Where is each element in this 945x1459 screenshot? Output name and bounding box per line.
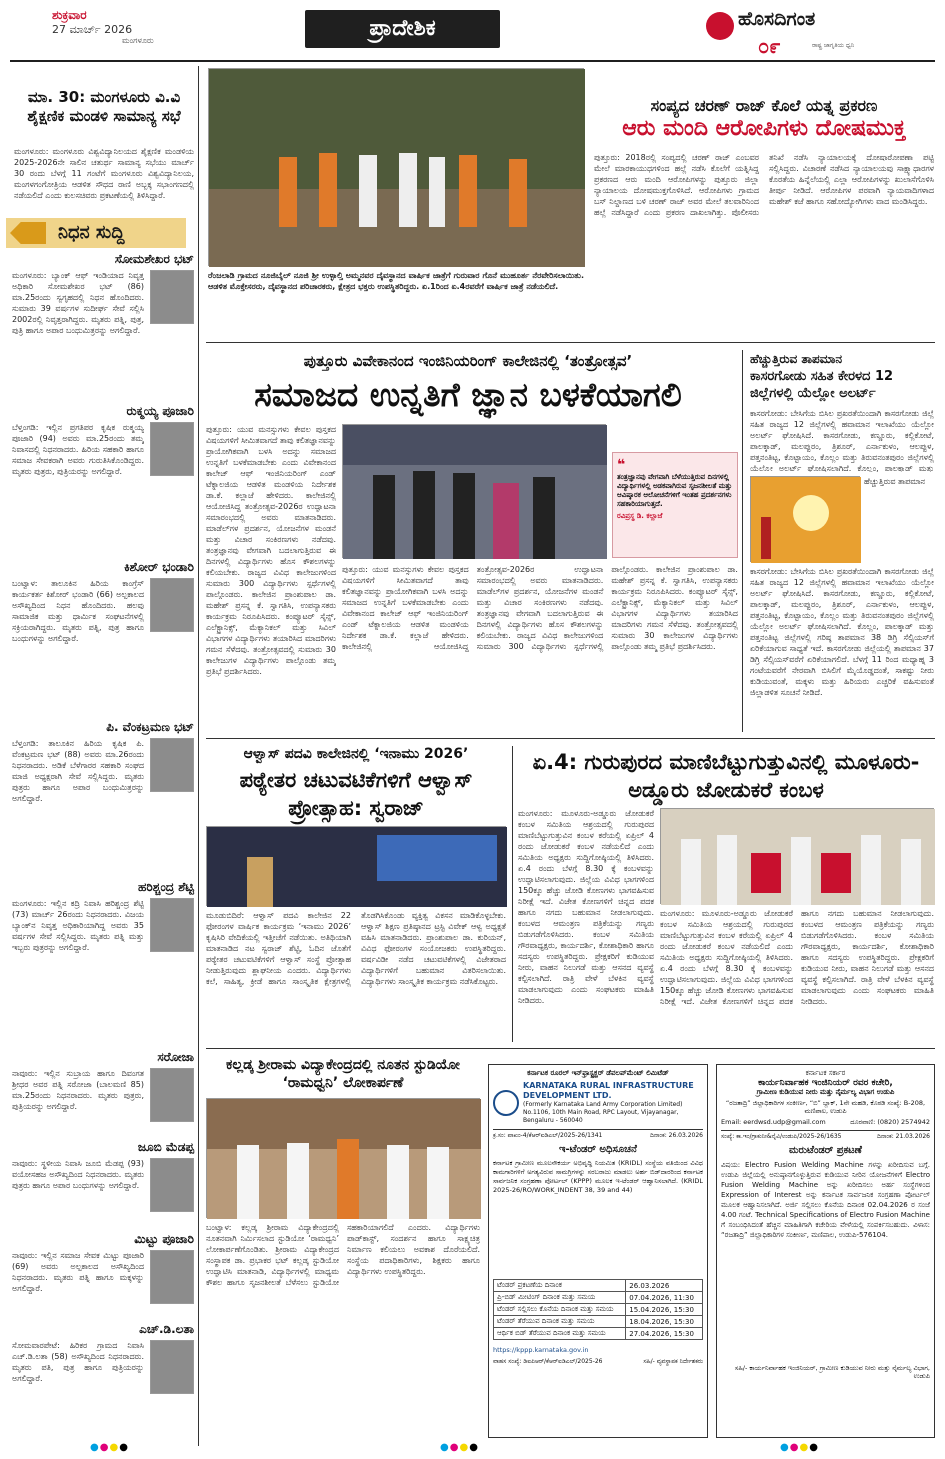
kambala-photo	[660, 808, 934, 904]
issue-day: ಶುಕ್ರವಾರ	[52, 8, 87, 22]
obituary-text: ನಾವೂರು: ಸ್ಥಳೀಯ ನಿವಾಸಿ ಜೂಬಿ ಮೆಡಪ್ಪ (93) ವಯೋಸಹಜ ಅಸೌಖ್ಯದಿಂದ ನಿಧನರಾದರು. ಮೃತರು ಪುತ್ರರು ಹಾಗೂ ಅಪಾರ ಬಂಧುಗಳನ್ನು ಅಗಲಿದ್ದಾರೆ.	[12, 1159, 144, 1190]
obituary-item	[12, 720, 194, 876]
alvas-kicker: ಆಳ್ವಾಸ್ ಪದವಿ ಕಾಲೇಜಿನಲ್ಲಿ ‘ಇನಾಮು 2026’	[243, 746, 469, 762]
issue-date	[52, 8, 132, 37]
eoi-email[interactable]: Email: eerdwsd.udp@gmail.com	[721, 1118, 826, 1126]
notice-title: ಮಾ. 30: ಮಂಗಳೂರು ವಿ.ವಿ ಶೈಕ್ಷಣಿಕ ಮಂಡಳಿ ಸಾಮಾನ್ಯ ಸಭೆ	[27, 88, 181, 125]
engg-quote-box	[612, 452, 738, 558]
obituary-portrait	[150, 1158, 194, 1212]
tender-notice-title: ಇ-ಟೆಂಡರ್ ಅಧಿಸೂಚನೆ	[559, 1144, 637, 1155]
obituary-name: ರುಕ್ಮಯ್ಯ ಪೂಜಾರಿ	[126, 404, 194, 418]
tender-row-value: 15.04.2026, 15:30	[626, 1304, 703, 1316]
engg-photo	[342, 424, 606, 558]
tender-row	[494, 1280, 703, 1292]
heat-divider	[742, 350, 743, 732]
obituary-name: ಸೋಮಶೇಖರ ಭಟ್	[114, 252, 194, 266]
obituary-name: ಸರೋಜಾ	[157, 1050, 194, 1064]
header-rule	[10, 60, 935, 62]
print-marks-center: ●●●●	[440, 1442, 479, 1453]
obituary-item	[12, 1322, 194, 1432]
kambala-body-col1: ಮಂಗಳೂರು: ಮೂಳೂರು-ಅಡ್ಡೂರು ಜೋಡುಕರೆ ಕಂಬಳ ಸಮಿತಿಯ ಆಶ್ರಯದಲ್ಲಿ ಗುರುಪುರದ ಮಾಣಿಬೆಟ್ಟುಗುತ್ತುವಿನ ಕಂಬಳ ಕರೆಯಲ್ಲಿ ಏಪ್ರಿಲ್ 4 ರಂದು ಜೋಡುಕರೆ ಕಂಬಳ ನಡೆಯಲಿದೆ ಎಂದು ಸಮಿತಿಯ ಅಧ್ಯಕ್ಷರು ಸುದ್ದಿಗೋಷ್ಠಿಯಲ್ಲಿ ತಿಳಿಸಿದರು. ಏ.4 ರಂದು ಬೆಳಗ್ಗೆ 8.30 ಕ್ಕೆ ಕಂಬಳವನ್ನು ಉದ್ಘಾಟಿಸಲಾಗುವುದು. ಜಿಲ್ಲೆಯ ವಿವಿಧ ಭಾಗಗಳಿಂದ 150ಕ್ಕೂ ಹೆಚ್ಚು ಜೋಡಿ ಕೋಣಗಳು ಭಾಗವಹಿಸುವ ನಿರೀಕ್ಷೆ ಇದೆ. ವಿಜೇತ ಕೋಣಗಳಿಗೆ ಚಿನ್ನದ ಪದಕ ಹಾಗೂ ನಗದು ಬಹುಮಾನ ನೀಡಲಾಗುವುದು. ಕಂಬಳದ ಆಮಂತ್ರಣ ಪತ್ರಿಕೆಯನ್ನು ಗಣ್ಯರು ಬಿಡುಗಡೆಗೊಳಿಸಿದರು. ಕಂಬಳ ಸಮಿತಿಯ ಗೌರವಾಧ್ಯಕ್ಷರು, ಕಾರ್ಯದರ್ಶಿ, ಕೋಶಾಧಿಕಾರಿ ಹಾಗೂ ಸದಸ್ಯರು ಉಪಸ್ಥಿತರಿದ್ದರು. ಪ್ರೇಕ್ಷಕರಿಗೆ ಕುಡಿಯುವ ನೀರು, ವಾಹನ ನಿಲುಗಡೆ ಮತ್ತು ಆಸನದ ವ್ಯವಸ್ಥೆ ಕಲ್ಪಿಸಲಾಗಿದೆ. ರಾತ್ರಿ ವೇಳೆ ಬೆಳಕಿನ ವ್ಯವಸ್ಥೆ ಮಾಡಲಾಗುವುದು ಎಂದು ಸಂಘಟಕರು ಮಾಹಿತಿ ನೀಡಿದರು.	[518, 809, 654, 1005]
tender-company-en: KARNATAKA RURAL INFRASTRUCTURE DEVELOPMENT LTD.	[523, 1081, 694, 1100]
tender-row-label: ಟೆಂಡರ್ ಪ್ರಕಟಣೆಯ ದಿನಾಂಕ	[494, 1280, 626, 1292]
eoi-phone: ದೂರವಾಣಿ: (0820) 2574942	[850, 1118, 930, 1126]
obituary-name: ಮಿಟ್ಟು ಪೂಜಾರಿ	[134, 1232, 194, 1246]
eoi-office: ಕಾರ್ಯನಿರ್ವಾಹಕ ಇಂಜಿನಿಯರ್ ರವರ ಕಚೇರಿ,	[758, 1078, 893, 1088]
obituary-text: ಬಂಟ್ವಾಳ: ತಾಲೂಕಿನ ಹಿರಿಯ ಕಾಂಗ್ರೆಸ್ ಕಾರ್ಯಕರ್ತ ಕಿಶೋರ್ ಭಂಡಾರಿ (66) ಅಲ್ಪಕಾಲದ ಅಸೌಖ್ಯದಿಂದ ನಿಧನ ಹೊಂದಿದರು. ಹಲವು ಸಾಮಾಜಿಕ ಮತ್ತು ಧಾರ್ಮಿಕ ಸಂಘಟನೆಗಳಲ್ಲಿ ಸಕ್ರಿಯರಾಗಿದ್ದರು. ಮೃತರು ಪತ್ನಿ, ಪುತ್ರ ಹಾಗೂ ಬಂಧುಗಳನ್ನು ಅಗಲಿದ್ದಾರೆ.	[12, 579, 144, 643]
tender-notice-body: ಕರ್ನಾಟಕ ಗ್ರಾಮೀಣ ಮೂಲಸೌಕರ್ಯ ಅಭಿವೃದ್ಧಿ ನಿಯಮಿತ (KRIDL) ಸಂಸ್ಥೆಯ ವತಿಯಿಂದ ವಿವಿಧ ಕಾಮಗಾರಿಗಳಿಗೆ ಅಗತ್ಯವಿರುವ ಸಾಮಗ್ರಿಗಳನ್ನು ಸರಬರಾಜು ಮಾಡಲು ಅರ್ಹ ಬಿಡ್‌ದಾರರಿಂದ ಕರ್ನಾಟಕ ಸಾರ್ವಜನಿಕ ಸಂಗ್ರಹಣಾ ಪೋರ್ಟಲ್ (KPPP) ಮೂಲಕ ಇ-ಟೆಂಡರ್ ಆಹ್ವಾನಿಸಲಾಗಿದೆ. (KRIDL 2025-26/RO/WORK_INDENT 38, 39 and 44)	[493, 1159, 703, 1194]
tender-company-kn: ಕರ್ನಾಟಕ ರೂರಲ್ ಇನ್‌ಫ್ರಾಸ್ಟ್ರಕ್ಚರ್ ಡೆವಲಪ್‌ಮೆಂಟ್ ಲಿಮಿಟೆಡ್	[527, 1069, 669, 1077]
eoi-address: “ರಜತಾದ್ರಿ” ಜಿಲ್ಲಾಧಿಕಾರಿಗಳ ಸಂಕೀರ್ಣ, “ಬಿ” ಬ್ಲಾಕ್, 1ನೇ ಮಹಡಿ, ಕೊಠಡಿ ಸಂಖ್ಯೆ: B-208, ಮಣಿಪಾಲ, ಉಡುಪಿ	[725, 1099, 926, 1115]
tender-row-value: 27.04.2026, 15:30	[626, 1328, 703, 1340]
issue-date-text: 27 ಮಾರ್ಚ್ 2026	[52, 23, 133, 36]
alvas-headline: ಪಠ್ಯೇತರ ಚಟುವಟಿಕೆಗಳಿಗೆ ಆಳ್ವಾಸ್ ಪ್ರೋತ್ಸಾಹ: ಸ್ವರಾಜ್	[239, 768, 473, 820]
obituary-item	[12, 1140, 194, 1228]
kambala-divider	[512, 746, 513, 1042]
heat-photo	[750, 476, 860, 562]
kambala-body-rest: ಮಂಗಳೂರು: ಮೂಳೂರು-ಅಡ್ಡೂರು ಜೋಡುಕರೆ ಕಂಬಳ ಸಮಿತಿಯ ಆಶ್ರಯದಲ್ಲಿ ಗುರುಪುರದ ಮಾಣಿಬೆಟ್ಟುಗುತ್ತುವಿನ ಕಂಬಳ ಕರೆಯಲ್ಲಿ ಏಪ್ರಿಲ್ 4 ರಂದು ಜೋಡುಕರೆ ಕಂಬಳ ನಡೆಯಲಿದೆ ಎಂದು ಸಮಿತಿಯ ಅಧ್ಯಕ್ಷರು ಸುದ್ದಿಗೋಷ್ಠಿಯಲ್ಲಿ ತಿಳಿಸಿದರು. ಏ.4 ರಂದು ಬೆಳಗ್ಗೆ 8.30 ಕ್ಕೆ ಕಂಬಳವನ್ನು ಉದ್ಘಾಟಿಸಲಾಗುವುದು. ಜಿಲ್ಲೆಯ ವಿವಿಧ ಭಾಗಗಳಿಂದ 150ಕ್ಕೂ ಹೆಚ್ಚು ಜೋಡಿ ಕೋಣಗಳು ಭಾಗವಹಿಸುವ ನಿರೀಕ್ಷೆ ಇದೆ. ವಿಜೇತ ಕೋಣಗಳಿಗೆ ಚಿನ್ನದ ಪದಕ ಹಾಗೂ ನಗದು ಬಹುಮಾನ ನೀಡಲಾಗುವುದು. ಕಂಬಳದ ಆಮಂತ್ರಣ ಪತ್ರಿಕೆಯನ್ನು ಗಣ್ಯರು ಬಿಡುಗಡೆಗೊಳಿಸಿದರು. ಕಂಬಳ ಸಮಿತಿಯ ಗೌರವಾಧ್ಯಕ್ಷರು, ಕಾರ್ಯದರ್ಶಿ, ಕೋಶಾಧಿಕಾರಿ ಹಾಗೂ ಸದಸ್ಯರು ಉಪಸ್ಥಿತರಿದ್ದರು. ಪ್ರೇಕ್ಷಕರಿಗೆ ಕುಡಿಯುವ ನೀರು, ವಾಹನ ನಿಲುಗಡೆ ಮತ್ತು ಆಸನದ ವ್ಯವಸ್ಥೆ ಕಲ್ಪಿಸಲಾಗಿದೆ. ರಾತ್ರಿ ವೇಳೆ ಬೆಳಕಿನ ವ್ಯವಸ್ಥೆ ಮಾಡಲಾಗುವುದು ಎಂದು ಸಂಘಟಕರು ಮಾಹಿತಿ ನೀಡಿದರು.	[660, 909, 934, 1006]
tender-row-label: ಟೆಂಡರ್ ತೆರೆಯುವ ದಿನಾಂಕ ಮತ್ತು ಸಮಯ	[494, 1316, 626, 1328]
section-title: ಪ್ರಾದೇಶಿಕ	[305, 10, 500, 48]
edition-city: ಮಂಗಳೂರು	[122, 36, 154, 45]
obituary-item	[12, 1050, 194, 1136]
obituary-name: ಕಿಶೋರ್ ಭಂಡಾರಿ	[124, 560, 194, 574]
column-divider	[198, 66, 199, 1446]
obituary-portrait	[150, 738, 194, 792]
obituary-text: ಬೆಳ್ತಂಗಡಿ: ತಾಲೂಕಿನ ಹಿರಿಯ ಕೃಷಿಕ ಪಿ. ವೆಂಕಟ್ರಮಣ ಭಟ್ (88) ಅವರು ಮಾ.26ರಂದು ನಿಧನರಾದರು. ಅಡಿಕೆ ಬೆಳೆಗಾರರ ಸಹಕಾರಿ ಸಂಘದ ಮಾಜಿ ಅಧ್ಯಕ್ಷರಾಗಿ ಸೇವೆ ಸಲ್ಲಿಸಿದ್ದರು. ಮೃತರು ಪುತ್ರರು ಹಾಗೂ ಅಪಾರ ಬಂಧುಮಿತ್ರರನ್ನು ಅಗಲಿದ್ದಾರೆ.	[12, 739, 144, 803]
tender-schedule-table	[493, 1279, 703, 1340]
heat-body-rest: ಕಾಸರಗೋಡು: ಬೇಸಿಗೆಯ ಬಿಸಿಲ ಪ್ರಖರತೆಯಿಂದಾಗಿ ಕಾಸರಗೋಡು ಜಿಲ್ಲೆ ಸಹಿತ ರಾಜ್ಯದ 12 ಜಿಲ್ಲೆಗಳಲ್ಲಿ ಹವಾಮಾನ ಇಲಾಖೆಯು ಯೆಲ್ಲೋ ಅಲರ್ಟ್ ಘೋಷಿಸಿದೆ. ಕಾಸರಗೋಡು, ಕಣ್ಣೂರು, ಕಲ್ಲಿಕೋಟೆ, ಪಾಲಕ್ಕಾಡ್, ಮಲಪ್ಪುರಂ, ತ್ರಿಶೂರ್, ಎರ್ನಾಕುಳಂ, ಆಲಪ್ಪುಳ, ಪತ್ತನಂತಿಟ್ಟ, ಕೊಟ್ಟಾಯಂ, ಕೊಲ್ಲಂ ಮತ್ತು ತಿರುವನಂತಪುರಂ ಜಿಲ್ಲೆಗಳಲ್ಲಿ ಯೆಲ್ಲೋ ಅಲರ್ಟ್ ಘೋಷಿಸಲಾಗಿದೆ. ಕೊಲ್ಲಂ, ಪಾಲಕ್ಕಾಡ್ ಮತ್ತು ಪತ್ತನಂತಿಟ್ಟ ಜಿಲ್ಲೆಗಳಲ್ಲಿ ಗರಿಷ್ಠ ತಾಪಮಾನ 38 ಡಿಗ್ರಿ ಸೆಲ್ಸಿಯಸ್‌ಗೆ ಏರಿಕೆಯಾಗುವ ಸಾಧ್ಯತೆ ಇದೆ. ಕಾಸರಗೋಡು ಜಿಲ್ಲೆಯಲ್ಲಿ ತಾಪಮಾನ 37 ಡಿಗ್ರಿ ಸೆಲ್ಸಿಯಸ್‌ವರೆಗೆ ಏರಿಕೆಯಾಗಲಿದೆ. ಬೆಳಗ್ಗೆ 11 ರಿಂದ ಮಧ್ಯಾಹ್ನ 3 ಗಂಟೆಯವರೆಗೆ ನೇರವಾಗಿ ಬಿಸಿಲಿಗೆ ಮೈಯೊಡ್ಡದಂತೆ, ಸಾಕಷ್ಟು ನೀರು ಕುಡಿಯುವಂತೆ, ಮಕ್ಕಳು ಮತ್ತು ಹಿರಿಯರು ಎಚ್ಚರಿಕೆ ವಹಿಸುವಂತೆ ಜಿಲ್ಲಾಡಳಿತ ಸೂಚನೆ ನೀಡಿದೆ.	[750, 567, 934, 697]
jatra-photo	[208, 68, 584, 266]
obituary-text: ನಾವೂರು: ಇಲ್ಲಿನ ಸಮಾಜ ಸೇವಕ ಮಿಟ್ಟು ಪೂಜಾರಿ (69) ಅವರು ಅಲ್ಪಕಾಲದ ಅಸೌಖ್ಯದಿಂದ ನಿಧನರಾದರು. ಮೃತರು ಪತ್ನಿ ಹಾಗೂ ಮಕ್ಕಳನ್ನು ಅಗಲಿದ್ದಾರೆ.	[12, 1251, 144, 1293]
eoi-ad	[716, 1064, 935, 1438]
jatra-caption: ರೆಂಜಲಾಡಿ ಗ್ರಾಮದ ನೂಜಿಬೈಲ್ ನೂಜಿ ಶ್ರೀ ಉಳ್ಳಾಲ್ತಿ ಅಮ್ಮನವರ ದೈವಸ್ಥಾನದ ವಾರ್ಷಿಕ ಜಾತ್ರೆಗೆ ಗುರುವಾರ ಗೊನೆ ಮುಹೂರ್ತ ನೆರವೇರಿಸಲಾಯಿತು. ಆಡಳಿತ ಮೊಕ್ತೇಸರರು, ದೈವಸ್ಥಾನದ ಪರಿಚಾರಕರು, ಕ್ಷೇತ್ರದ ಭಕ್ತರು ಉಪಸ್ಥಿತರಿದ್ದರು. ಏ.1ರಿಂದ ಏ.4ರವರೆಗೆ ವಾರ್ಷಿಕ ಜಾತ್ರೆ ನಡೆಯಲಿದೆ.	[208, 271, 584, 291]
obituary-item	[12, 880, 194, 1046]
obituary-text: ಮಂಗಳೂರು: ಇಲ್ಲಿನ ಕದ್ರಿ ನಿವಾಸಿ ಹರಿಶ್ಚಂದ್ರ ಶೆಟ್ಟಿ (73) ಮಾರ್ಚ್ 26ರಂದು ನಿಧನರಾದರು. ವಿಜಯ ಬ್ಯಾಂಕ್‌ನ ನಿವೃತ್ತ ಅಧಿಕಾರಿಯಾಗಿದ್ದ ಅವರು 35 ವರ್ಷಗಳ ಸೇವೆ ಸಲ್ಲಿಸಿದ್ದರು. ಮೃತರು ಪತ್ನಿ ಮತ್ತು ಇಬ್ಬರು ಪುತ್ರರನ್ನು ಅಗಲಿದ್ದಾರೆ.	[12, 899, 144, 952]
obituary-name: ಜೂಬಿ ಮೆಡಪ್ಪ	[137, 1140, 194, 1154]
obituary-portrait	[150, 1340, 194, 1394]
obituary-portrait	[150, 270, 194, 324]
obituary-portrait	[150, 1250, 194, 1304]
tender-row-value: 18.04.2026, 15:30	[626, 1316, 703, 1328]
obituary-text: ಬೆಳ್ತಂಗಡಿ: ಇಲ್ಲಿನ ಪ್ರಗತಿಪರ ಕೃಷಿಕ ರುಕ್ಮಯ್ಯ ಪೂಜಾರಿ (94) ಅವರು ಮಾ.25ರಂದು ತಮ್ಮ ನಿವಾಸದಲ್ಲಿ ನಿಧನರಾದರು. ಹಿರಿಯ ಸಹಕಾರಿ ಹಾಗೂ ಸಮಾಜ ಸೇವಕರಾಗಿ ಅವರು ಗುರುತಿಸಿಕೊಂಡಿದ್ದರು. ಮೃತರು ಪುತ್ರರು, ಪುತ್ರಿಯರನ್ನು ಅಗಲಿದ್ದಾರೆ.	[12, 423, 144, 476]
quote-mark-icon: ❝	[617, 457, 626, 473]
studio-photo-image	[207, 1099, 481, 1219]
obituary-name: ಹರಿಶ್ಚಂದ್ರ ಶೆಟ್ಟಿ	[138, 880, 194, 894]
engg-quote-author: ರವಿಪ್ರಸ್ಥ ಡಿ. ಕಲ್ಲಾಜೆ	[617, 512, 663, 520]
case-kicker: ಸಂಪ್ಯದ ಚರಣ್ ರಾಜ್ ಕೊಲೆ ಯತ್ನ ಪ್ರಕರಣ	[650, 96, 878, 115]
tender-row-value: 07.04.2026, 11:30	[626, 1292, 703, 1304]
tender-footer-right: ಸಹಿ/- ವ್ಯವಸ್ಥಾಪಕ ನಿರ್ದೇಶಕರು	[643, 1358, 703, 1365]
eoi-ref-date: ದಿನಾಂಕ: 21.03.2026	[877, 1133, 930, 1140]
eoi-ref-no: ಸಂಖ್ಯೆ: ಕಾ.ಇಂ/ಗ್ರಾಕುನೀ&ನೈವಿ/ಉಡುಪಿ/2025-26/1635	[721, 1133, 842, 1140]
section-rule-2	[206, 738, 935, 739]
tender-row	[494, 1292, 703, 1304]
obituary-text: ಮಂಗಳೂರು: ಬ್ಯಾಂಕ್ ಆಫ್ ಇಂಡಿಯಾದ ನಿವೃತ್ತ ಅಧಿಕಾರಿ ಸೋಮಶೇಖರ ಭಟ್ (86) ಮಾ.25ರಂದು ಸ್ವಗೃಹದಲ್ಲಿ ನಿಧನ ಹೊಂದಿದರು. ಸುಮಾರು 39 ವರ್ಷಗಳ ಸುದೀರ್ಘ ಸೇವೆ ಸಲ್ಲಿಸಿ 2002ರಲ್ಲಿ ನಿವೃತ್ತರಾಗಿದ್ದರು. ಮೃತರು ಪತ್ನಿ, ಪುತ್ರ, ಪುತ್ರಿ ಹಾಗೂ ಅಪಾರ ಬಂಧುಮಿತ್ರರನ್ನು ಅಗಲಿದ್ದಾರೆ.	[12, 271, 144, 335]
alvas-photo-image	[207, 827, 507, 907]
eoi-body: ವಿಷಯ: Electro Fusion Welding Machine ಗಳನ್ನು ಖರೀದಿಸುವ ಬಗ್ಗೆ. ಉಡುಪಿ ಜಿಲ್ಲೆಯಲ್ಲಿ ಅನುಷ್ಠಾನಗೊಳ್ಳುತ್ತಿರುವ ಕುಡಿಯುವ ನೀರಿನ ಯೋಜನೆಗಳಿಗೆ Electro Fusion Welding Machine ಅನ್ನು ಖರೀದಿಸಲು ಅರ್ಹ ಸಂಸ್ಥೆಗಳಿಂದ Expression of Interest ಅನ್ನು ಕರ್ನಾಟಕ ಸಾರ್ವಜನಿಕ ಸಂಗ್ರಹಣಾ ಪೋರ್ಟಲ್ ಮೂಲಕ ಆಹ್ವಾನಿಸಲಾಗಿದೆ. ಅರ್ಜಿ ಸಲ್ಲಿಸಲು ಕೊನೆಯ ದಿನಾಂಕ 02.04.2026 ರ ಸಂಜೆ 4.00 ಗಂಟೆ. Technical Specifications of Electro Fusion Machine ಗೆ ಸಂಬಂಧಿಸಿದಂತೆ ಹೆಚ್ಚಿನ ಮಾಹಿತಿಗಾಗಿ ಕಚೇರಿಯ ವೇಳೆಯಲ್ಲಿ ಸಂಪರ್ಕಿಸಬಹುದು. ವಿಳಾಸ: “ರಜತಾದ್ರಿ” ಜಿಲ್ಲಾಧಿಕಾರಿಗಳ ಸಂಕೀರ್ಣ, ಮಣಿಪಾಲ, ಉಡುಪಿ-576104.	[721, 1161, 930, 1239]
heat-kicker: ಹೆಚ್ಚುತ್ತಿರುವ ತಾಪಮಾನ	[750, 352, 843, 366]
studio-body: ಬಂಟ್ವಾಳ: ಕಲ್ಲಡ್ಕ ಶ್ರೀರಾಮ ವಿದ್ಯಾಕೇಂದ್ರದಲ್ಲಿ ನೂತನವಾಗಿ ನಿರ್ಮಿಸಲಾದ ಸ್ಟುಡಿಯೋ ‘ರಾಮಧ್ವನಿ’ ಲೋಕಾರ್ಪಣೆಗೊಂಡಿತು. ಶ್ರೀರಾಮ ವಿದ್ಯಾಕೇಂದ್ರದ ಸಂಸ್ಥಾಪಕ ಡಾ. ಪ್ರಭಾಕರ ಭಟ್ ಕಲ್ಲಡ್ಕ ಸ್ಟುಡಿಯೋ ಉದ್ಘಾಟಿಸಿ ಮಾತನಾಡಿ, ವಿದ್ಯಾರ್ಥಿಗಳಲ್ಲಿ ಮಾಧ್ಯಮ ಕೌಶಲ ಹಾಗೂ ಸೃಜನಶೀಲತೆ ಬೆಳೆಸಲು ಸ್ಟುಡಿಯೋ ಸಹಕಾರಿಯಾಗಲಿದೆ ಎಂದರು. ವಿದ್ಯಾರ್ಥಿಗಳು ಪಾಡ್‌ಕಾಸ್ಟ್, ಸಂದರ್ಶನ ಹಾಗೂ ಸಾಕ್ಷ್ಯಚಿತ್ರ ನಿರ್ಮಾಣ ಕಲಿಯಲು ಅವಕಾಶ ದೊರೆಯಲಿದೆ. ಸಂಸ್ಥೆಯ ಪದಾಧಿಕಾರಿಗಳು, ಶಿಕ್ಷಕರು ಹಾಗೂ ವಿದ್ಯಾರ್ಥಿಗಳು ಉಪಸ್ಥಿತರಿದ್ದರು.	[206, 1223, 480, 1287]
eoi-title: ಮರುಟೆಂಡರ್ ಪ್ರಕಟಣೆ	[789, 1145, 862, 1156]
obituary-name: ಪಿ. ವೆಂಕಟ್ರಮಣ ಭಟ್	[106, 720, 194, 734]
tender-website[interactable]: https://kppp.karnataka.gov.in	[493, 1346, 589, 1354]
tender-row-value: 26.03.2026	[626, 1280, 703, 1292]
tender-row-label: ಟೆಂಡರ್ ಸಲ್ಲಿಸಲು ಕೊನೆಯ ದಿನಾಂಕ ಮತ್ತು ಸಮಯ	[494, 1304, 626, 1316]
engg-photo-image	[343, 425, 607, 559]
studio-headline: ಕಲ್ಲಡ್ಕ ಶ್ರೀರಾಮ ವಿದ್ಯಾಕೇಂದ್ರದಲ್ಲಿ ನೂತನ ಸ್ಟುಡಿಯೋ ‘ರಾಮಧ್ವನಿ’ ಲೋಕಾರ್ಪಣೆ	[226, 1057, 460, 1091]
engg-body-rest: ಪುತ್ತೂರು: ಯುವ ಮನಸ್ಸುಗಳು ಕೇವಲ ಪುಸ್ತಕದ ವಿಷಯಗಳಿಗೆ ಸೀಮಿತವಾಗದೆ ತಾವು ಕಲಿತಜ್ಞಾನವನ್ನು ಪ್ರಾಯೋಗಿಕವಾಗಿ ಬಳಸಿ ಅದನ್ನು ಸಮಾಜದ ಉನ್ನತಿಗೆ ಬಳಕೆಮಾಡಬೇಕು ಎಂದು ವಿವೇಕಾನಂದ ಕಾಲೇಜ್ ಆಫ್ ಇಂಜಿನಿಯರಿಂಗ್ ಎಂಡ್ ಟೆಕ್ನಾಲಜಿಯ ಆಡಳಿತ ಮಂಡಳಿಯ ನಿರ್ದೇಶಕ ಡಾ.ಕೆ. ಕಲ್ಲಾಜೆ ಹೇಳಿದರು. ಕಾಲೇಜಿನಲ್ಲಿ ಆಯೋಜಿಸಿದ್ದ ತಂತ್ರೋತ್ಸವ-2026ರ ಉದ್ಘಾಟನಾ ಸಮಾರಂಭದಲ್ಲಿ ಅವರು ಮಾತನಾಡಿದರು. ಮಾಡೆಲ್‌ಗಳ ಪ್ರದರ್ಶನ, ಯೋಜನೆಗಳ ಮಂಡನೆ ಮತ್ತು ವಿಚಾರ ಸಂಕಿರಣಗಳು ನಡೆದವು. ತಂತ್ರಜ್ಞಾನವು ವೇಗವಾಗಿ ಬದಲಾಗುತ್ತಿರುವ ಈ ದಿನಗಳಲ್ಲಿ ವಿದ್ಯಾರ್ಥಿಗಳು ಹೊಸ ಕೌಶಲಗಳನ್ನು ಕಲಿಯಬೇಕು. ರಾಜ್ಯದ ವಿವಿಧ ಕಾಲೇಜುಗಳಿಂದ ಸುಮಾರು 300 ವಿದ್ಯಾರ್ಥಿಗಳು ಸ್ಪರ್ಧೆಗಳಲ್ಲಿ ಪಾಲ್ಗೊಂಡರು. ಕಾಲೇಜಿನ ಪ್ರಾಂಶುಪಾಲ ಡಾ. ಮಹೇಶ್ ಪ್ರಸನ್ನ ಕೆ. ಸ್ವಾಗತಿಸಿ, ಉಪನ್ಯಾಸಕರು ಕಾರ್ಯಕ್ರಮ ನಿರೂಪಿಸಿದರು. ಕಂಪ್ಯೂಟರ್ ಸೈನ್ಸ್, ಎಲೆಕ್ಟ್ರಾನಿಕ್ಸ್, ಮೆಕ್ಯಾನಿಕಲ್ ಮತ್ತು ಸಿವಿಲ್ ವಿಭಾಗಗಳ ವಿದ್ಯಾರ್ಥಿಗಳು ತಯಾರಿಸಿದ ಮಾದರಿಗಳು ಗಮನ ಸೆಳೆದವು. ತಂತ್ರೋತ್ಸವದಲ್ಲಿ ಸುಮಾರು 30 ಕಾಲೇಜುಗಳ ವಿದ್ಯಾರ್ಥಿಗಳು ಪಾಲ್ಗೊಂಡು ತಮ್ಮ ಪ್ರತಿಭೆ ಪ್ರದರ್ಶಿಸಿದರು.	[342, 565, 738, 651]
tender-reference: ಕ್ರ.ಸಂ: ಪಾಖಂ-4/ಕೆಆರ್‌ಐಡಿಎಲ್/2025-26/1341	[493, 1132, 603, 1139]
kambala-photo-image	[661, 809, 935, 905]
tender-row-label: ಪ್ರಿ-ಬಿಡ್ ಮೀಟಿಂಗ್ ದಿನಾಂಕ ಮತ್ತು ಸಮಯ	[494, 1292, 626, 1304]
section-rule-3	[206, 1048, 935, 1049]
jatra-photo-image	[209, 69, 585, 267]
alvas-body: ಮೂಡುಬಿದಿರೆ: ಆಳ್ವಾಸ್ ಪದವಿ ಕಾಲೇಜಿನ 22 ಫೋರಂಗಳ ವಾರ್ಷಿಕ ಕಾರ್ಯಕ್ರಮ ‘ಇನಾಮು 2026’ ಕೃಷಿಸಿರಿ ವೇದಿಕೆಯಲ್ಲಿ ಇತ್ತೀಚೆಗೆ ನಡೆಯಿತು. ಅತಿಥಿಯಾಗಿ ಮಾತನಾಡಿದ ನಟ ಸ್ವರಾಜ್ ಶೆಟ್ಟಿ, ಓದಿನ ಜೊತೆಗೆ ಪಠ್ಯೇತರ ಚಟುವಟಿಕೆಗಳಿಗೆ ಆಳ್ವಾಸ್ ಸಂಸ್ಥೆ ಪ್ರೋತ್ಸಾಹ ನೀಡುತ್ತಿರುವುದು ಶ್ಲಾಘನೀಯ ಎಂದರು. ವಿದ್ಯಾರ್ಥಿಗಳು ಕಲೆ, ಸಾಹಿತ್ಯ, ಕ್ರೀಡೆ ಹಾಗೂ ಸಾಂಸ್ಕೃತಿಕ ಕ್ಷೇತ್ರಗಳಲ್ಲಿ ತೊಡಗಿಸಿಕೊಂಡು ವ್ಯಕ್ತಿತ್ವ ವಿಕಸನ ಮಾಡಿಕೊಳ್ಳಬೇಕು. ಆಳ್ವಾಸ್ ಶಿಕ್ಷಣ ಪ್ರತಿಷ್ಠಾನದ ಟ್ರಸ್ಟಿ ವಿವೇಕ್ ಆಳ್ವ ಅಧ್ಯಕ್ಷತೆ ವಹಿಸಿ ಮಾತನಾಡಿದರು. ಪ್ರಾಂಶುಪಾಲ ಡಾ. ಕುರಿಯನ್, ವಿವಿಧ ಫೋರಂಗಳ ಸಂಯೋಜಕರು ಉಪಸ್ಥಿತರಿದ್ದರು. ವರ್ಷವಿಡೀ ನಡೆದ ಚಟುವಟಿಕೆಗಳಲ್ಲಿ ವಿಜೇತರಾದ ವಿದ್ಯಾರ್ಥಿಗಳಿಗೆ ಬಹುಮಾನ ವಿತರಿಸಲಾಯಿತು. ವಿದ್ಯಾರ್ಥಿಗಳು ಸಾಂಸ್ಕೃತಿಕ ಕಾರ್ಯಕ್ರಮ ನಡೆಸಿಕೊಟ್ಟರು.	[206, 911, 506, 986]
engg-body-col1: ಪುತ್ತೂರು: ಯುವ ಮನಸ್ಸುಗಳು ಕೇವಲ ಪುಸ್ತಕದ ವಿಷಯಗಳಿಗೆ ಸೀಮಿತವಾಗದೆ ತಾವು ಕಲಿತಜ್ಞಾನವನ್ನು ಪ್ರಾಯೋಗಿಕವಾಗಿ ಬಳಸಿ ಅದನ್ನು ಸಮಾಜದ ಉನ್ನತಿಗೆ ಬಳಕೆಮಾಡಬೇಕು ಎಂದು ವಿವೇಕಾನಂದ ಕಾಲೇಜ್ ಆಫ್ ಇಂಜಿನಿಯರಿಂಗ್ ಎಂಡ್ ಟೆಕ್ನಾಲಜಿಯ ಆಡಳಿತ ಮಂಡಳಿಯ ನಿರ್ದೇಶಕ ಡಾ.ಕೆ. ಕಲ್ಲಾಜೆ ಹೇಳಿದರು. ಕಾಲೇಜಿನಲ್ಲಿ ಆಯೋಜಿಸಿದ್ದ ತಂತ್ರೋತ್ಸವ-2026ರ ಉದ್ಘಾಟನಾ ಸಮಾರಂಭದಲ್ಲಿ ಅವರು ಮಾತನಾಡಿದರು. ಮಾಡೆಲ್‌ಗಳ ಪ್ರದರ್ಶನ, ಯೋಜನೆಗಳ ಮಂಡನೆ ಮತ್ತು ವಿಚಾರ ಸಂಕಿರಣಗಳು ನಡೆದವು. ತಂತ್ರಜ್ಞಾನವು ವೇಗವಾಗಿ ಬದಲಾಗುತ್ತಿರುವ ಈ ದಿನಗಳಲ್ಲಿ ವಿದ್ಯಾರ್ಥಿಗಳು ಹೊಸ ಕೌಶಲಗಳನ್ನು ಕಲಿಯಬೇಕು. ರಾಜ್ಯದ ವಿವಿಧ ಕಾಲೇಜುಗಳಿಂದ ಸುಮಾರು 300 ವಿದ್ಯಾರ್ಥಿಗಳು ಸ್ಪರ್ಧೆಗಳಲ್ಲಿ ಪಾಲ್ಗೊಂಡರು. ಕಾಲೇಜಿನ ಪ್ರಾಂಶುಪಾಲ ಡಾ. ಮಹೇಶ್ ಪ್ರಸನ್ನ ಕೆ. ಸ್ವಾಗತಿಸಿ, ಉಪನ್ಯಾಸಕರು ಕಾರ್ಯಕ್ರಮ ನಿರೂಪಿಸಿದರು. ಕಂಪ್ಯೂಟರ್ ಸೈನ್ಸ್, ಎಲೆಕ್ಟ್ರಾನಿಕ್ಸ್, ಮೆಕ್ಯಾನಿಕಲ್ ಮತ್ತು ಸಿವಿಲ್ ವಿಭಾಗಗಳ ವಿದ್ಯಾರ್ಥಿಗಳು ತಯಾರಿಸಿದ ಮಾದರಿಗಳು ಗಮನ ಸೆಳೆದವು. ತಂತ್ರೋತ್ಸವದಲ್ಲಿ ಸುಮಾರು 30 ಕಾಲೇಜುಗಳ ವಿದ್ಯಾರ್ಥಿಗಳು ಪಾಲ್ಗೊಂಡು ತಮ್ಮ ಪ್ರತಿಭೆ ಪ್ರದರ್ಶಿಸಿದರು.	[206, 425, 336, 676]
engg-headline: ಸಮಾಜದ ಉನ್ನತಿಗೆ ಜ್ಞಾನ ಬಳಕೆಯಾಗಲಿ	[254, 375, 682, 414]
tender-address: No.1106, 10th Main Road, RPC Layout, Vijayanagar, Bengaluru - 560040	[523, 1109, 679, 1124]
engg-quote: ತಂತ್ರಜ್ಞಾನವು ವೇಗವಾಗಿ ಬೆಳೆಯುತ್ತಿರುವ ದಿನಗಳಲ್ಲಿ ವಿದ್ಯಾರ್ಥಿಗಳಲ್ಲಿ ಅಡಕವಾಗಿರುವ ಸೃಜನಶೀಲತೆ ಮತ್ತು ಆವಿಷ್ಕಾರಕ ಆಲೋಚನೆಗಳಿಗೆ ಇಂತಹ ಪ್ರದರ್ಶನಗಳು ಸಹಕಾರಿಯಾಗುತ್ತದೆ.	[617, 473, 732, 508]
obituary-item	[12, 404, 194, 556]
tender-row	[494, 1304, 703, 1316]
tender-footer-left: ವಾಹಸ ಸಂಖ್ಯೆ: ಡಿಐಪಿಆರ್/ಕೆಆರ್‌ಐಡಿಎಲ್/2025-26	[493, 1358, 603, 1365]
tender-row-label: ಆರ್ಥಿಕ ಬಿಡ್ ತೆರೆಯುವ ದಿನಾಂಕ ಮತ್ತು ಸಮಯ	[494, 1328, 626, 1340]
obituary-item	[12, 560, 194, 716]
case-body: ಪುತ್ತೂರು: 2018ರಲ್ಲಿ ಸಂಪ್ಯದಲ್ಲಿ ಚರಣ್ ರಾಜ್ ಎಂಬವರ ಮೇಲೆ ಮಾರಕಾಯುಧಗಳಿಂದ ಹಲ್ಲೆ ನಡೆಸಿ ಕೊಲೆಗೆ ಯತ್ನಿಸಿದ್ದ ಪ್ರಕರಣದ ಆರು ಮಂದಿ ಆರೋಪಿಗಳನ್ನು ಪುತ್ತೂರು ಜಿಲ್ಲಾ ನ್ಯಾಯಾಲಯ ದೋಷಮುಕ್ತಗೊಳಿಸಿದೆ. ಆರೋಪಿಗಳು ಗ್ರಾಮದ ಬಸ್ ನಿಲ್ದಾಣದ ಬಳಿ ಚರಣ್ ರಾಜ್ ಅವರ ಮೇಲೆ ತಲವಾರಿನಿಂದ ಹಲ್ಲೆ ನಡೆಸಿದ್ದಾರೆ ಎಂದು ಪ್ರಕರಣ ದಾಖಲಾಗಿತ್ತು. ಪೊಲೀಸರು ತನಿಖೆ ನಡೆಸಿ ನ್ಯಾಯಾಲಯಕ್ಕೆ ದೋಷಾರೋಪಣಾ ಪಟ್ಟಿ ಸಲ್ಲಿಸಿದ್ದರು. ವಿಚಾರಣೆ ನಡೆಸಿದ ನ್ಯಾಯಾಲಯವು ಸಾಕ್ಷ್ಯಾಧಾರಗಳ ಕೊರತೆಯ ಹಿನ್ನೆಲೆಯಲ್ಲಿ ಎಲ್ಲಾ ಆರೋಪಿಗಳನ್ನು ಖುಲಾಸೆಗೊಳಿಸಿ ತೀರ್ಪು ನೀಡಿದೆ. ಆರೋಪಿಗಳ ಪರವಾಗಿ ನ್ಯಾಯವಾದಿಗಳಾದ ಮಹೇಶ್ ಕಜೆ ಹಾಗೂ ಸಹೋದ್ಯೋಗಿಗಳು ವಾದ ಮಂಡಿಸಿದ್ದರು.	[594, 153, 934, 217]
eoi-govt: ಕರ್ನಾಟಕ ಸರ್ಕಾರ	[805, 1069, 846, 1077]
studio-photo	[206, 1098, 480, 1218]
heat-body-side: ಹೆಚ್ಚುತ್ತಿರುವ ತಾಪಮಾನ	[864, 477, 926, 486]
tender-row	[494, 1316, 703, 1328]
eoi-dept: ಗ್ರಾಮೀಣ ಕುಡಿಯುವ ನೀರು ಮತ್ತು ನೈರ್ಮಲ್ಯ ವಿಭಾಗ ಉಡುಪಿ	[756, 1088, 895, 1096]
kridl-logo-icon	[493, 1090, 519, 1116]
kambala-headline: ಏ.4: ಗುರುಪುರದ ಮಾಣಿಬೆಟ್ಟುಗುತ್ತುವಿನಲ್ಲಿ ಮೂಳೂರು-ಅಡ್ಡೂರು ಜೋಡುಕರೆ ಕಂಬಳ	[532, 750, 920, 802]
obituary-portrait	[150, 422, 194, 476]
tender-formerly: (Formerly Karnataka Land Army Corporation Limited)	[523, 1101, 683, 1108]
section-rule	[206, 342, 935, 343]
obituary-portrait	[150, 898, 194, 952]
obituary-item	[12, 1232, 194, 1318]
obituary-portrait	[150, 578, 194, 632]
engg-kicker: ಪುತ್ತೂರು ವಿವೇಕಾನಂದ ಇಂಜಿನಿಯರಿಂಗ್ ಕಾಲೇಜಿನಲ್ಲಿ ‘ತಂತ್ರೋತ್ಸವ’	[303, 352, 633, 370]
tender-row	[494, 1328, 703, 1340]
sun-icon	[751, 477, 861, 563]
brand-name: ಹೊಸದಿಗಂತ	[738, 8, 816, 30]
tender-ad	[488, 1064, 708, 1438]
case-headline: ಆರು ಮಂದಿ ಆರೋಪಿಗಳು ದೋಷಮುಕ್ತ	[622, 116, 906, 141]
heat-headline: ಕಾಸರಗೋಡು ಸಹಿತ ಕೇರಳದ 12 ಜಿಲ್ಲೆಗಳಲ್ಲಿ ಯೆಲ್ಲೋ ಅಲರ್ಟ್	[750, 369, 894, 401]
tender-ref-date: ದಿನಾಂಕ: 26.03.2026	[650, 1132, 703, 1139]
obituary-text: ನಾವೂರು: ಇಲ್ಲಿನ ಸುಬ್ರಾಯ ಹಾಗೂ ದಿವಂಗತ ಶ್ರೀಧರ ಅವರ ಪತ್ನಿ ಸರೋಜಾ (ಬಾಲಮಣಿ 85) ಮಾ.25ರಂದು ನಿಧನರಾದರು. ಮೃತರು ಪುತ್ರರು, ಪುತ್ರಿಯರನ್ನು ಅಗಲಿದ್ದಾರೆ.	[12, 1069, 144, 1111]
eoi-signature: ಸಹಿ/- ಕಾರ್ಯನಿರ್ವಾಹಕ ಇಂಜಿನಿಯರ್, ಗ್ರಾಮೀಣ ಕುಡಿಯುವ ನೀರು ಮತ್ತು ನೈರ್ಮಲ್ಯ ವಿಭಾಗ, ಉಡುಪಿ	[734, 1364, 930, 1380]
brand-tagline: ರಾಷ್ಟ್ರ ಜಾಗೃತಿಯ ಧ್ವನಿ	[812, 42, 855, 49]
page-number: ೦೯	[758, 34, 781, 58]
notice-body: ಮಂಗಳೂರು: ಮಂಗಳೂರು ವಿಶ್ವವಿದ್ಯಾನಿಲಯದ ಶೈಕ್ಷಣಿಕ ಮಂಡಳಿಯ 2025-2026ನೇ ಸಾಲಿನ ಚತುರ್ಥ ಸಾಮಾನ್ಯ ಸಭೆಯು ಮಾರ್ಚ್ 30 ರಂದು ಬೆಳಗ್ಗೆ 11 ಗಂಟೆಗೆ ಮಂಗಳೂರು ವಿಶ್ವವಿದ್ಯಾನಿಲಯ, ಮಂಗಳಗಂಗೋತ್ರಿಯ ಆಡಳಿತ ಸೌಧದ ರಾಣಿ ಅಬ್ಬಕ್ಕ ಸಭಾಂಗಣದಲ್ಲಿ ನಡೆಯಲಿದೆ ಎಂದು ಕುಲಸಚಿವರು ಪ್ರಕಟಣೆಯಲ್ಲಿ ತಿಳಿಸಿದ್ದಾರೆ.	[14, 147, 194, 200]
print-marks-left: ●●●●	[90, 1442, 129, 1453]
brand-logo-icon	[706, 12, 734, 40]
obituary-text: ಸೋಮವಾರಪೇಟೆ: ಹಿರಿಕರ ಗ್ರಾಮದ ನಿವಾಸಿ ಎಚ್.ಡಿ.ಲತಾ (58) ಅಸೌಖ್ಯದಿಂದ ನಿಧನರಾದರು. ಮೃತರು ಪತಿ, ಪುತ್ರ ಹಾಗೂ ಪುತ್ರಿಯರನ್ನು ಅಗಲಿದ್ದಾರೆ.	[12, 1341, 144, 1383]
masthead	[700, 6, 935, 60]
alvas-photo	[206, 826, 506, 906]
heat-body-top: ಕಾಸರಗೋಡು: ಬೇಸಿಗೆಯ ಬಿಸಿಲ ಪ್ರಖರತೆಯಿಂದಾಗಿ ಕಾಸರಗೋಡು ಜಿಲ್ಲೆ ಸಹಿತ ರಾಜ್ಯದ 12 ಜಿಲ್ಲೆಗಳಲ್ಲಿ ಹವಾಮಾನ ಇಲಾಖೆಯು ಯೆಲ್ಲೋ ಅಲರ್ಟ್ ಘೋಷಿಸಿದೆ. ಕಾಸರಗೋಡು, ಕಣ್ಣೂರು, ಕಲ್ಲಿಕೋಟೆ, ಪಾಲಕ್ಕಾಡ್, ಮಲಪ್ಪುರಂ, ತ್ರಿಶೂರ್, ಎರ್ನಾಕುಳಂ, ಆಲಪ್ಪುಳ, ಪತ್ತನಂತಿಟ್ಟ, ಕೊಟ್ಟಾಯಂ, ಕೊಲ್ಲಂ ಮತ್ತು ತಿರುವನಂತಪುರಂ ಜಿಲ್ಲೆಗಳಲ್ಲಿ ಯೆಲ್ಲೋ ಅಲರ್ಟ್ ಘೋಷಿಸಲಾಗಿದೆ. ಕೊಲ್ಲಂ, ಪಾಲಕ್ಕಾಡ್ ಮತ್ತು	[750, 409, 934, 472]
obituary-item	[12, 252, 194, 400]
obituary-portrait	[150, 1068, 194, 1122]
print-marks-right: ●●●●	[780, 1442, 819, 1453]
obituary-name: ಎಚ್.ಡಿ.ಲತಾ	[139, 1322, 194, 1336]
obituary-banner-label: ನಿಧನ ಸುದ್ದಿ	[58, 222, 125, 243]
